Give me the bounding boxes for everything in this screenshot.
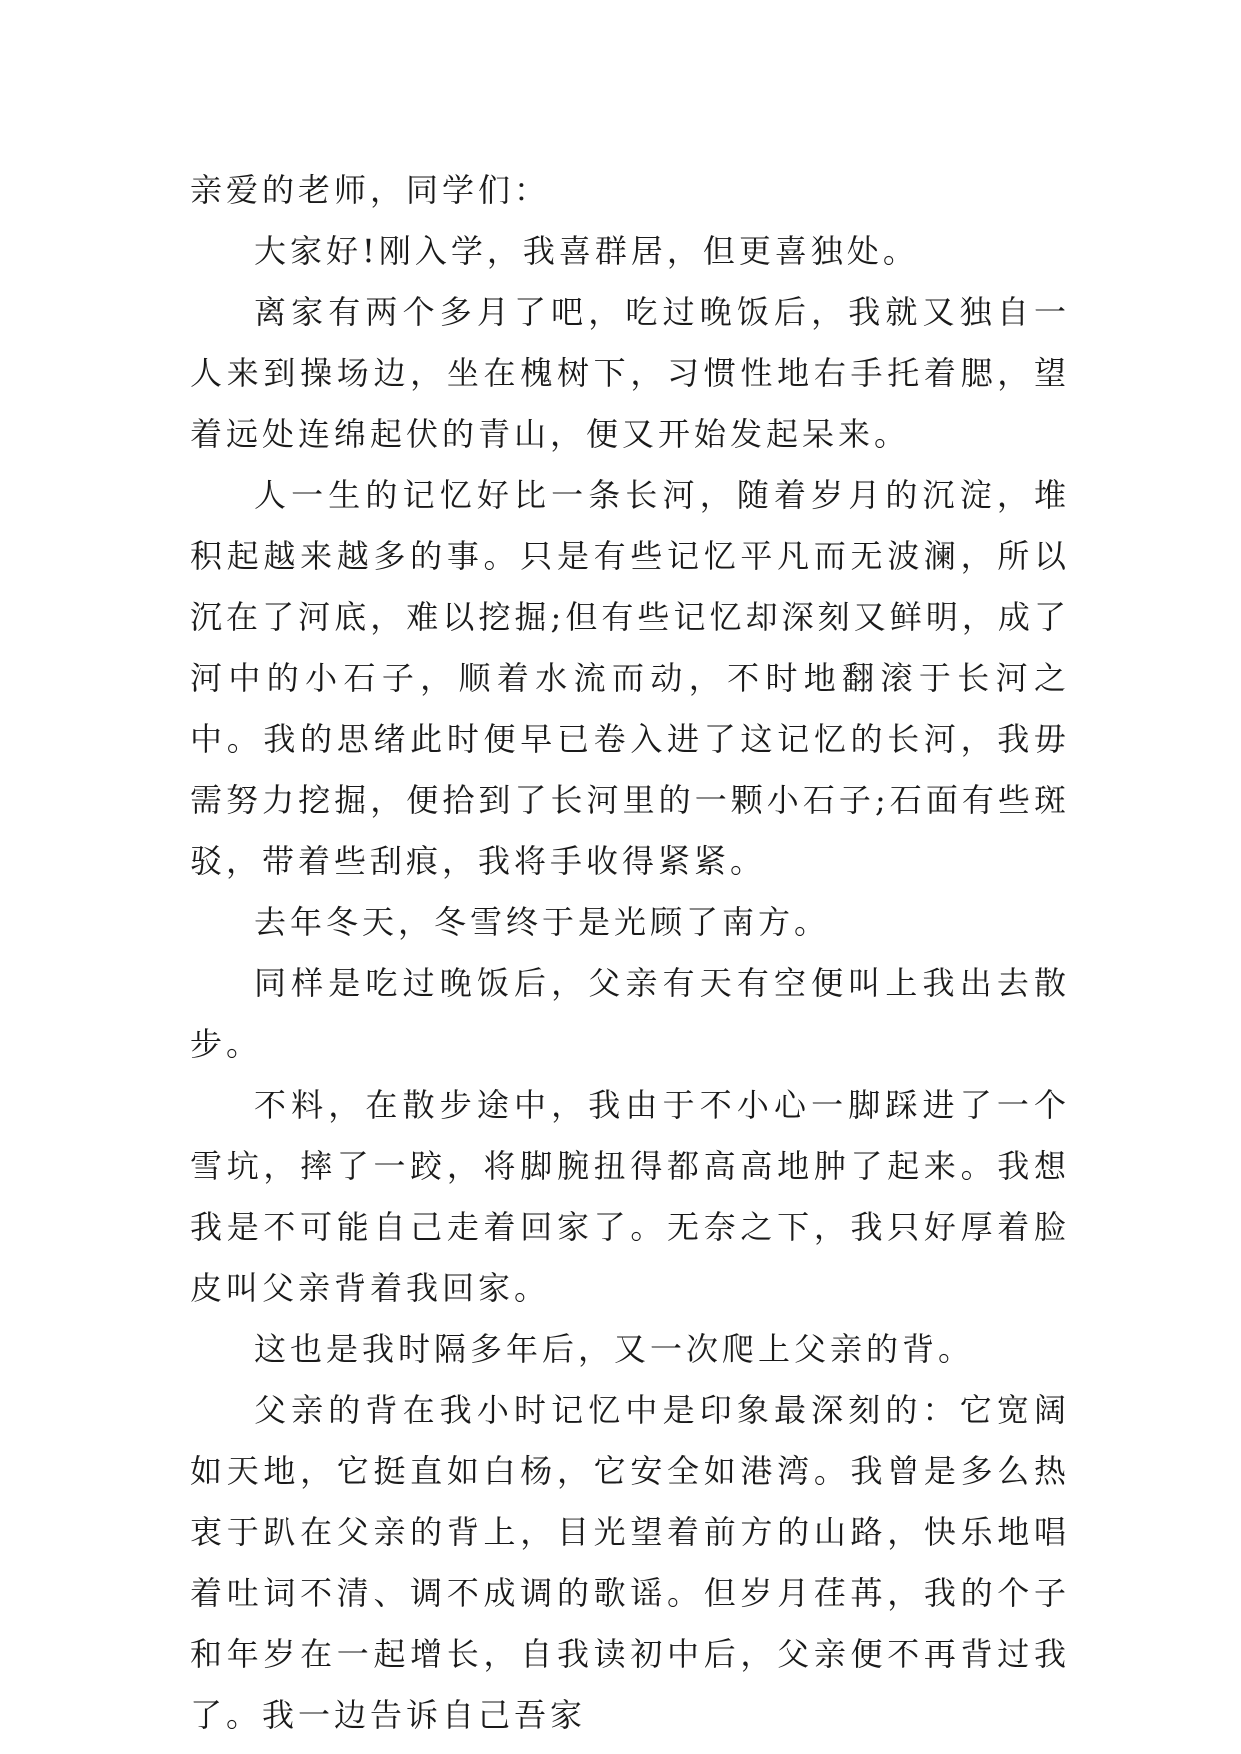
paragraph-fall: 不料，在散步途中，我由于不小心一脚踩进了一个雪坑，摔了一跤，将脚腕扭得都高高地肿了起来。我想我是不可能自己走着回家了。无奈之下，我只好厚着脸皮叫父亲背着我回家。 — [190, 1086, 1070, 1307]
paragraph-memory-river: 人一生的记忆好比一条长河，随着岁月的沉淀，堆积起越来越多的事。只是有些记忆平凡而无波澜，所以沉在了河底，难以挖掘;但有些记忆却深刻又鲜明，成了河中的小石子，顺着水流而动，不时地翻滚于长河之中。我的思绪此时便早已卷入进了这记忆的长河，我毋需努力挖掘，便拾到了长河里的一颗小石子;石面有些斑驳，带着些刮痕，我将手收得紧紧。 — [190, 476, 1070, 880]
paragraph-last-winter: 去年冬天，冬雪终于是光顾了南方。 — [254, 903, 831, 941]
paragraph-leaving-home: 离家有两个多月了吧，吃过晚饭后，我就又独自一人来到操场边，坐在槐树下，习惯性地右手托着腮，望着远处连绵起伏的青山，便又开始发起呆来。 — [190, 293, 1070, 453]
paragraph-greeting-all: 大家好!刚入学，我喜群居，但更喜独处。 — [254, 232, 919, 270]
paragraph-fathers-back: 这也是我时隔多年后，又一次爬上父亲的背。 — [254, 1330, 975, 1368]
paragraph-childhood-memory: 父亲的背在我小时记忆中是印象最深刻的：它宽阔如天地，它挺直如白杨，它安全如港湾。我曾是多么热衷于趴在父亲的背上，目光望着前方的山路，快乐地唱着吐词不清、调不成调的歌谣。但岁月荏苒，我的个子和年岁在一起增长，自我读初中后，父亲便不再背过我了。我一边告诉自己吾家 — [190, 1391, 1070, 1734]
paragraph-walk: 同样是吃过晚饭后，父亲有天有空便叫上我出去散步。 — [190, 964, 1070, 1063]
greeting-line: 亲爱的老师，同学们： — [190, 171, 551, 209]
document-body — [190, 160, 1070, 1746]
